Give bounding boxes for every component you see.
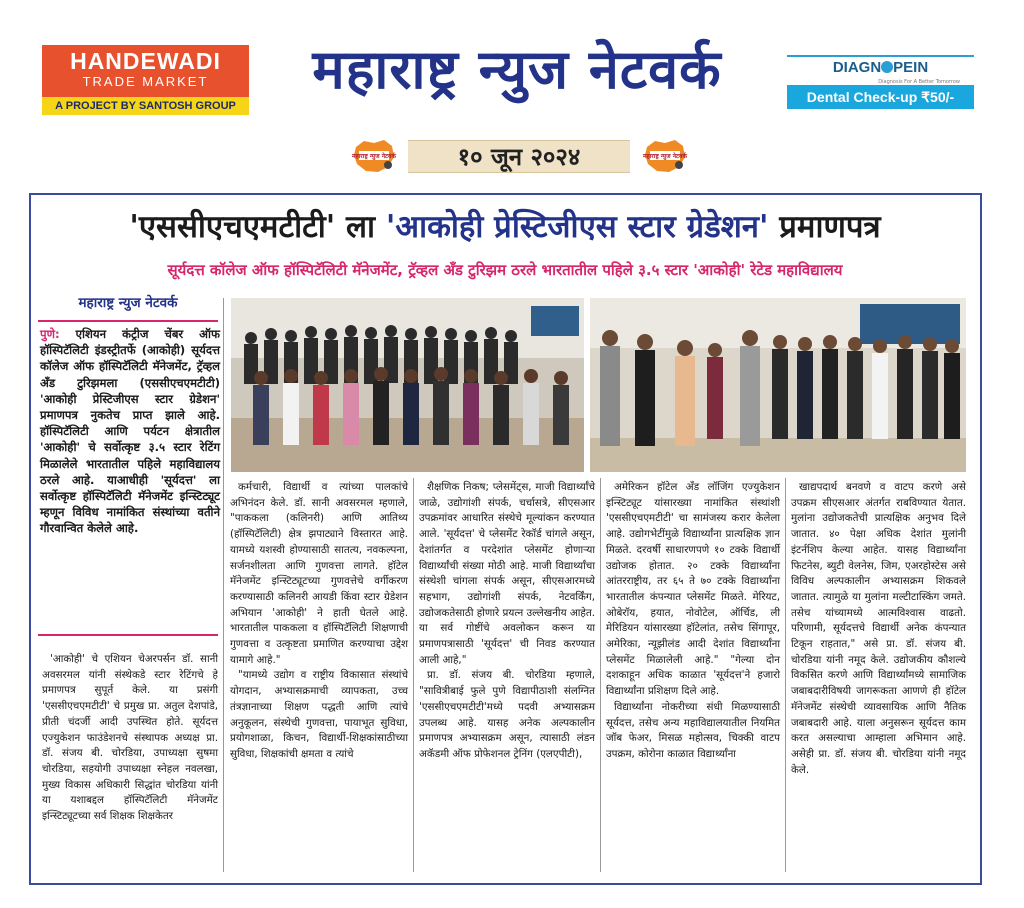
newspaper-seal-icon — [641, 137, 689, 175]
diagnopein-logo-part1: DIAGN — [832, 59, 882, 76]
byline: महाराष्ट्र न्युज नेटवर्क — [78, 295, 178, 311]
column-rule — [223, 298, 224, 872]
seal-right-text: महाराष्ट्र न्युज नेटवर्क — [642, 153, 688, 160]
diagnopein-tagline: Diagnosis For A Better Tomorrow — [878, 79, 960, 85]
diagnopein-ad — [787, 55, 974, 110]
column-5-text: खाद्यपदार्थ बनवणे व वाटप करणे असे उपक्रम सीएसआर अंतर्गत राबविण्यात येतात. मुलांना उद्योजकतेची प्रात्यक्षिक अनुभव दिले जातात. ४० पेक्षा अधिक देशांत मुलांनी इंटर्नशिप केल्या आहेत. यासह विद्यार्थ्यांना फिटनेस, ब्युटी वेलनेस, जिम, एअरहोस्टेस असे विविध अल्पकालीन अभ्यासक्रम शिकवले जातात. त्यामुळे या मुलांना मल्टीटास्किंग जमते. तसेच यांच्यामध्ये आत्मविश्वास वाढतो. परिणामी, सूर्यदत्तचे विद्यार्थी अनेक कंपन्यात टिकून राहतात," असे प्रा. डॉ. संजय बी. चोरडिया यांनी नमूद केले. उद्योजकीय कौशल्ये विकसित करणे आणि विद्यार्थ्यांमध्ये सामाजिक जबाबदारीविषयी जागरूकता आणणे ही हॉटेल मॅनेजमेंट संस्थेची व्यावसायिक आणि नैतिक जबाबदारी आहे. याला अनुसरून सूर्यदत्त काम करत असल्याचा आम्हाला अभिमान आहे. असेही प्रा. डॉ. संजय बी. चोरडिया यांनी नमूद केले. — [791, 481, 966, 776]
handewadi-ad-top — [42, 45, 249, 97]
masthead-title: महाराष्ट्र न्युज नेटवर्क — [312, 38, 722, 101]
issue-date: १० जून २०२४ — [408, 140, 630, 173]
diagnopein-logo — [787, 55, 974, 79]
column-2-para-2: "यामध्ये उद्योग व राष्ट्रीय विकासात संस्थांचे योगदान, अभ्यासक्रमाची व्यापकता, उच्च तंत्रज्ञानाच्या शिक्षण पद्धती आणि त्यांचे अनुकूलन, संस्थेची गुणवत्ता, पायाभूत सुविधा, प्रयोगशाळा, किचन, विद्यार्थी-शिक्षकांसाठीच्या सुविधा, शिक्षकांची क्षमता व त्यांचे — [230, 669, 408, 760]
logo-o-icon — [881, 61, 893, 73]
headline-part-1: 'एससीएचएमटीटी' ला — [129, 209, 376, 245]
column-2-para-1: कर्मचारी, विद्यार्थी व त्यांच्या पालकांचे अभिनंदन केले. डॉ. सानी अवसरमल म्हणाले, "पाककला (कलिनरी) आणि आतिथ्य (हॉस्पिटॅलिटी) क्षेत्र झपाट्याने विस्तारत आहे. यामध्ये यशस्वी होण्यासाठी सातत्य, नवकल्पना, सर्जनशीलता आणि गुणवत्ता लागते. हॉटेल मॅनेजमेंट इन्स्टिट्यूटच्या गुणवत्तेचे वर्गीकरण करण्यासाठी कलिनरी आयडी किंवा स्टार ग्रेडेशन अभियान 'आकोही' ने हाती घेतले आहे. भारतातील पाककला व हॉस्पिटॅलिटी शिक्षणाची गुणवत्ता व उत्कृष्टता प्रमाणित करण्याचा उद्देश यामागे आहे." — [230, 481, 408, 666]
newspaper-seal-icon — [350, 137, 398, 175]
handewadi-ad-project: A PROJECT BY SANTOSH GROUP — [42, 97, 249, 115]
headline-part-2: 'आकोही प्रेस्टिजीएस स्टार ग्रेडेशन' — [385, 209, 769, 245]
dateline: पुणे: — [40, 327, 60, 341]
column-1 — [42, 652, 218, 825]
handewadi-ad — [42, 45, 249, 115]
column-3-para-1: शैक्षणिक निकष; प्लेसमेंट्स, माजी विद्यार्थ्यांचे जाळे, उद्योगांशी संपर्क, चर्चासत्रे, सीएसआर उपक्रमांवर आधारित संस्थेचे मूल्यांकन करण्यात आले. 'सूर्यदत्त' चे प्लेसमेंट रेकॉर्ड चांगले असून, देशांतर्गत व परदेशांत प्लेसमेंट होणाऱ्या विद्यार्थ्यांची संख्या मोठी आहे. माजी विद्यार्थ्यांचा संस्थेशी चांगला संपर्क असून, सीएसआरमध्ये सहभाग, उद्योगांशी संपर्क, नेटवर्किंग, उद्योजकतेसाठी होणारे प्रयत्न उल्लेखनीय आहेत. या सर्व गोष्टींचे अवलोकन करून या प्रमाणपत्रासाठी 'सूर्यदत्त' ची निवड करण्यात आली आहे," — [419, 481, 595, 666]
handewadi-ad-name: HANDEWADI — [70, 48, 221, 74]
headline-part-3: प्रमाणपत्र — [779, 209, 881, 245]
certificate-ceremony-photo — [590, 298, 966, 472]
seal-left-text: महाराष्ट्र न्युज नेटवर्क — [351, 153, 397, 160]
handewadi-ad-sub: TRADE MARKET — [82, 74, 209, 89]
lead-text: एशियन कंट्रीज चेंबर ऑफ हॉस्पिटॅलिटी इंडस्ट्रीतर्फे (आकोही) सूर्यदत्त कॉलेज ऑफ हॉस्पिटॅलिटी मॅनेजमेंट, ट्रॅव्हल अँड टुरिझमला (एससीएचएमटीटी) 'आकोही प्रेस्टिजीएस स्टार ग्रेडेशन' प्रमाणपत्र नुकतेच प्राप्त झाले आहे. हॉस्पिटॅलिटी आणि पर्यटन क्षेत्रातील 'आकोही' चे सर्वोत्कृष्ट ३.५ स्टार रेटिंग मिळालेले भारतातील पहिले महाविद्यालय ठरले आहे. याआधीही 'सूर्यदत्त' ला सर्वोत्कृष्ट हॉस्पिटॅलिटी मॅनेजमेंट इन्स्टिट्यूट म्हणून विविध नामांकित संस्थांच्या वतीने गौरवान्वित केलेले आहे. — [40, 327, 220, 536]
column-1-text: 'आकोही' चे एशियन चेअरपर्सन डॉ. सानी अवसरमल यांनी संस्थेकडे स्टार रेटिंगचे हे प्रमाणपत्र सुपूर्त केले. या प्रसंगी 'एससीएचएमटीटी' चे प्रमुख प्रा. अतुल देशपांडे, प्रीती चंदर्जी आदी उपस्थित होते. सूर्यदत्त एज्युकेशन फाउंडेशनचे संस्थापक अध्यक्ष प्रा. डॉ. संजय बी. चोरडिया, उपाध्यक्षा सुषमा चोरडिया, सहयोगी उपाध्यक्षा स्नेहल नवलखा, मुख्य विकास अधिकारी सिद्धांत चोरडिया यांनी या यशाबद्दल हॉस्पिटॅलिटी मॅनेजमेंट इन्स्टिट्यूटच्या सर्व शिक्षक शिक्षकेतर — [42, 653, 218, 823]
column-rule — [785, 478, 786, 872]
group-photo-students — [231, 298, 584, 472]
column-4-para-2: विद्यार्थ्यांना नोकरीच्या संधी मिळण्यासाठी सूर्यदत्त, तसेच अन्य महाविद्यालयातील नियमित जॉब फेअर, मिसळ महोत्सव, चिक्की वाटप उपक्रम, कोरोना काळात विद्यार्थ्यांना — [606, 700, 780, 760]
byline-rule — [38, 320, 218, 322]
column-4 — [606, 480, 780, 763]
column-4-para-1: अमेरिकन हॉटेल अँड लॉजिंग एज्युकेशन इन्स्टिट्यूट यांसारख्या नामांकित संस्थांशी 'एससीएचएमटीटी' चा सामंजस्य करार केलेला आहे. उद्योगभेटींमुळे विद्यार्थ्यांना प्रात्यक्षिक ज्ञान मिळते. दरवर्षी साधारणपणे १० टक्के विद्यार्थी उद्योजक होतात. २० टक्के विद्यार्थ्यांना आंतरराष्ट्रीय, तर ६५ ते ७० टक्के विद्यार्थ्यांना भारतातील कंपन्यात प्लेसमेंट मिळते. मेरियट, ओबेरॉय, हयात, नोवोटेल, ऑर्चिड, ली मेरिडियन यांसारख्या हॉटेलांत, तसेच सिंगापूर, अमेरिका, न्यूझीलंड आदी देशांत विद्यार्थ्यांना प्लेसमेंट मिळालेली आहे." "गेल्या दोन दशकाहून अधिक काळात 'सूर्यदत्त'ने हजारो विद्यार्थ्यांना प्रशिक्षण दिले आहे. — [606, 481, 780, 698]
column-3 — [419, 480, 595, 763]
dental-checkup-offer: Dental Check-up ₹50/- — [787, 85, 974, 109]
column-5 — [791, 480, 966, 778]
column-rule — [413, 478, 414, 872]
article-lead — [40, 326, 220, 537]
article-headline — [40, 203, 970, 251]
article-subheadline: सूर्यदत्त कॉलेज ऑफ हॉस्पिटॅलिटी मॅनेजमेंट, ट्रॅव्हल अँड टुरिझम ठरले भारतातील पहिले ३.५ स्टार 'आकोही' रेटेड महाविद्यालय — [167, 261, 843, 279]
diagnopein-logo-part2: PEIN — [893, 59, 929, 76]
column-2 — [230, 480, 408, 763]
column-3-para-2: प्रा. डॉ. संजय बी. चोरडिया म्हणाले, "सावित्रीबाई फुले पुणे विद्यापीठाशी संलग्नित 'एससीएचएमटीटी'मध्ये पदवी अभ्यासक्रम उपलब्ध आहे. यासह अनेक अल्पकालीन प्रमाणपत्र अभ्यासक्रम असून, त्यासाठी लंडन अकॅडमी ऑफ प्रोफेशनल ट्रेनिंग (एलएपीटी), — [419, 669, 595, 760]
column-rule — [600, 478, 601, 872]
lead-rule — [38, 634, 218, 636]
